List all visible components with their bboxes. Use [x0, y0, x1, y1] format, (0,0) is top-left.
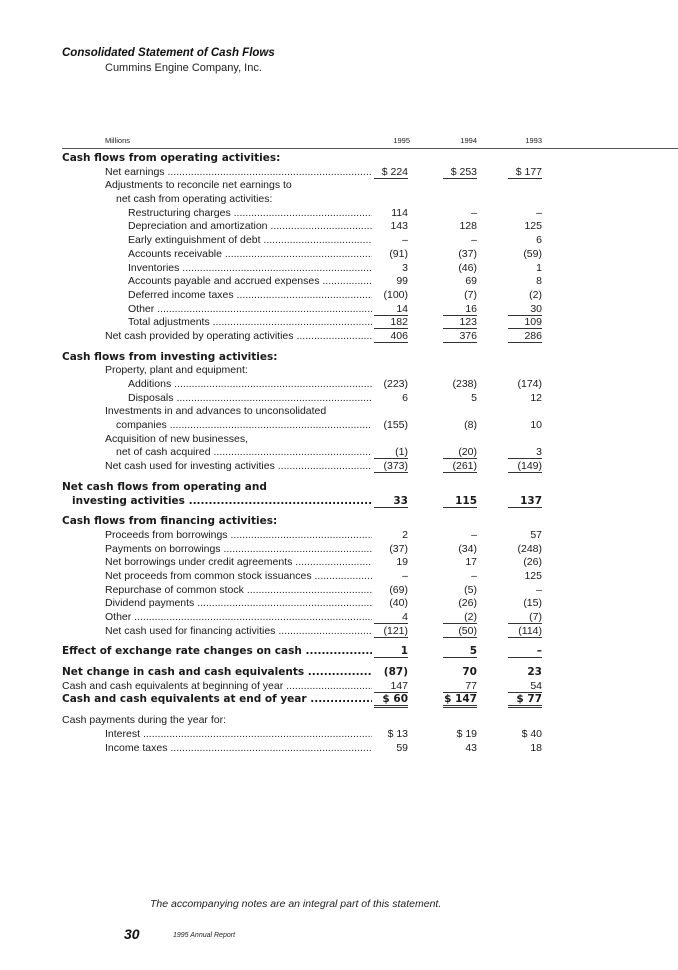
row-label: Net cash flows from operating and	[62, 480, 267, 493]
cell-1994: 70	[462, 666, 477, 679]
section-row	[0, 495, 678, 509]
row-label: investing activities .....	[72, 495, 372, 509]
cell-1995: 114	[391, 206, 408, 219]
cell-1993: 3	[508, 446, 542, 459]
row-spacer	[0, 707, 678, 714]
row-label: Income taxes .....	[105, 742, 372, 756]
table-row	[0, 714, 678, 728]
cell-1995: (373)	[374, 460, 408, 473]
row-label: Net change in cash and cash equivalents .....	[62, 666, 372, 680]
row-label: Cash flows from investing activities:	[62, 350, 278, 363]
table-row	[0, 419, 678, 433]
row-label: net of cash acquired .....	[116, 446, 372, 460]
row-label: Inventories .....	[128, 262, 372, 276]
cell-1995: (40)	[389, 597, 408, 610]
cell-1995: 59	[396, 741, 408, 754]
table-row	[0, 405, 678, 419]
row-label: Acquisition of new businesses,	[105, 432, 248, 445]
row-label: Investments in and advances to unconsolidated	[105, 405, 327, 418]
row-label: Interest .....	[105, 728, 372, 742]
row-spacer	[0, 344, 678, 351]
cell-1993: 137	[508, 495, 542, 508]
section-row	[0, 666, 678, 680]
row-label: Net cash used for investing activities .....	[105, 460, 372, 474]
cell-1995: (91)	[389, 247, 408, 260]
cell-1993: 8	[536, 275, 542, 288]
cell-1993: $ 77	[508, 693, 542, 708]
table-row	[0, 570, 678, 584]
footnote: The accompanying notes are an integral part of this statement.	[150, 898, 442, 910]
cell-1993: (26)	[523, 556, 542, 569]
cell-1994: (50)	[443, 625, 477, 638]
table-row	[0, 207, 678, 221]
page-number: 30	[124, 926, 140, 942]
cell-1994: (26)	[458, 597, 477, 610]
cell-1993: $ 40	[521, 727, 542, 740]
row-label: Cash and cash equivalents at beginning of year .....	[62, 680, 372, 694]
year-header-1995: 1995	[393, 136, 410, 145]
section-row	[0, 152, 678, 166]
cell-1994: (2)	[443, 611, 477, 624]
cell-1993: 286	[508, 330, 542, 343]
cell-1994: (34)	[458, 542, 477, 555]
row-spacer	[0, 659, 678, 666]
row-label: Accounts receivable .....	[128, 248, 372, 262]
cell-1995: $ 60	[374, 693, 408, 708]
cell-1993: (114)	[508, 625, 542, 638]
cell-1993: (174)	[517, 378, 542, 390]
cell-1993: –	[508, 645, 542, 658]
row-label: companies .....	[116, 419, 372, 433]
cell-1993: 30	[508, 303, 542, 316]
cell-1994: 5	[471, 391, 477, 404]
table-row	[0, 378, 678, 392]
row-label: Cash payments during the year for:	[62, 714, 227, 727]
header-rule	[62, 148, 678, 149]
table-row	[0, 446, 678, 460]
row-label: Restructuring charges .....	[128, 207, 372, 221]
table-row	[0, 303, 678, 317]
cell-1994: 43	[465, 741, 477, 754]
cell-1994: 123	[443, 316, 477, 329]
table-row	[0, 611, 678, 625]
page-label: 1995 Annual Report	[173, 932, 236, 939]
cell-1994: 376	[443, 330, 477, 343]
section-row	[0, 645, 678, 659]
row-label: Depreciation and amortization .....	[128, 220, 372, 234]
cell-1995: 33	[374, 495, 408, 508]
cell-1993: 125	[524, 569, 542, 582]
cell-1994: 17	[465, 556, 477, 569]
table-row	[0, 625, 678, 639]
cell-1994: –	[471, 528, 477, 541]
row-label: Other .....	[105, 611, 372, 625]
cell-1994: $ 253	[443, 166, 477, 179]
cell-1994: (238)	[452, 378, 477, 390]
table-row	[0, 460, 678, 474]
cell-1994: (20)	[443, 446, 477, 459]
cell-1994: –	[471, 569, 477, 582]
row-spacer	[0, 638, 678, 645]
cell-1994: 69	[465, 275, 477, 288]
cell-1995: 3	[402, 261, 408, 274]
cell-1995: 99	[396, 275, 408, 288]
table-row	[0, 193, 678, 207]
cell-1995: 14	[374, 303, 408, 316]
table-row	[0, 364, 678, 378]
table-row	[0, 556, 678, 570]
cell-1993: 109	[508, 316, 542, 329]
cell-1994: –	[471, 206, 477, 219]
cell-1994: (37)	[458, 247, 477, 260]
section-row	[0, 351, 678, 365]
cell-1995: (100)	[383, 288, 408, 301]
cell-1995: 406	[374, 330, 408, 343]
row-label: Net cash provided by operating activities .....	[105, 330, 372, 344]
row-label: Net cash used for financing activities .....	[105, 625, 372, 639]
cell-1995: 19	[396, 556, 408, 569]
table-row	[0, 680, 678, 694]
row-label: Total adjustments .....	[128, 316, 372, 330]
cell-1993: –	[536, 206, 542, 219]
cell-1995: 182	[374, 316, 408, 329]
cell-1995: (69)	[389, 583, 408, 596]
table-row	[0, 433, 678, 447]
cell-1993: 1	[536, 261, 542, 274]
cell-1994: 115	[443, 495, 477, 508]
section-row	[0, 693, 678, 707]
cell-1995: (121)	[374, 625, 408, 638]
cell-1994: (261)	[443, 460, 477, 473]
table-row	[0, 584, 678, 598]
cell-1994: 128	[459, 220, 477, 233]
row-label: Repurchase of common stock .....	[105, 584, 372, 598]
cell-1995: $ 13	[387, 727, 408, 740]
year-header-1994: 1994	[460, 136, 477, 145]
cell-1995: 147	[374, 680, 408, 693]
table-row	[0, 392, 678, 406]
year-header-1993: 1993	[525, 136, 542, 145]
row-label: Additions .....	[128, 378, 372, 392]
table-row	[0, 262, 678, 276]
cell-1995: (37)	[389, 542, 408, 555]
cell-1995: 4	[374, 611, 408, 624]
cell-1995: –	[402, 234, 408, 247]
cell-1993: 23	[527, 666, 542, 679]
cell-1995: 2	[402, 528, 408, 541]
table-row	[0, 529, 678, 543]
table-row	[0, 166, 678, 180]
cash-flow-table	[0, 152, 678, 755]
row-label: Cash and cash equivalents at end of year .....	[62, 693, 372, 707]
row-label: Property, plant and equipment:	[105, 364, 248, 377]
table-row	[0, 316, 678, 330]
cell-1995: $ 224	[374, 166, 408, 179]
company-name: Cummins Engine Company, Inc.	[105, 62, 262, 74]
cell-1993: –	[536, 583, 542, 596]
row-label: Net borrowings under credit agreements .....	[105, 556, 372, 570]
table-row	[0, 742, 678, 756]
cell-1993: (59)	[523, 247, 542, 260]
cell-1993: 54	[508, 680, 542, 693]
cell-1994: (46)	[458, 261, 477, 274]
table-row	[0, 248, 678, 262]
cell-1994: $ 19	[456, 727, 477, 740]
cell-1994: $ 147	[443, 693, 477, 708]
row-label: Effect of exchange rate changes on cash .....	[62, 645, 372, 659]
row-label: Net earnings .....	[105, 166, 372, 180]
cell-1993: (7)	[508, 611, 542, 624]
row-label: Cash flows from financing activities:	[62, 515, 278, 528]
table-row	[0, 330, 678, 344]
cell-1995: (155)	[383, 419, 408, 432]
units-label: Millions	[105, 136, 131, 145]
table-row	[0, 179, 678, 193]
row-label: Net proceeds from common stock issuances .....	[105, 570, 372, 584]
cell-1993: 12	[530, 391, 542, 404]
cell-1994: 77	[443, 680, 477, 693]
cell-1995: (223)	[383, 378, 408, 390]
row-label: Payments on borrowings .....	[105, 543, 372, 557]
cell-1993: (2)	[529, 288, 542, 301]
cell-1995: 143	[390, 220, 408, 233]
row-spacer	[0, 508, 678, 515]
cell-1993: (15)	[523, 597, 542, 610]
cell-1995: (87)	[383, 666, 408, 679]
row-label: net cash from operating activities:	[116, 193, 273, 206]
cell-1994: (5)	[464, 583, 477, 596]
cell-1993: (149)	[508, 460, 542, 473]
table-row	[0, 289, 678, 303]
row-label: Deferred income taxes .....	[128, 289, 372, 303]
cell-1993: 6	[536, 234, 542, 247]
cell-1993: 125	[524, 220, 542, 233]
section-row	[0, 481, 678, 495]
cell-1995: 1	[374, 645, 408, 658]
cell-1993: 57	[530, 528, 542, 541]
cell-1994: (7)	[464, 288, 477, 301]
cell-1993: (248)	[517, 542, 542, 555]
row-label: Disposals .....	[128, 392, 372, 406]
cell-1993: 10	[530, 419, 542, 432]
cell-1993: $ 177	[508, 166, 542, 179]
row-label: Adjustments to reconcile net earnings to	[105, 179, 292, 192]
cell-1994: 5	[443, 645, 477, 658]
cell-1994: 16	[443, 303, 477, 316]
row-label: Early extinguishment of debt .....	[128, 234, 372, 248]
row-label: Other .....	[128, 303, 372, 317]
table-row	[0, 234, 678, 248]
cell-1995: –	[402, 569, 408, 582]
cell-1995: 6	[402, 391, 408, 404]
table-row	[0, 220, 678, 234]
cell-1995: (1)	[374, 446, 408, 459]
row-label: Proceeds from borrowings .....	[105, 529, 372, 543]
row-label: Cash flows from operating activities:	[62, 152, 281, 164]
cell-1994: –	[471, 234, 477, 247]
table-row	[0, 597, 678, 611]
cell-1994: (8)	[464, 419, 477, 432]
section-row	[0, 515, 678, 529]
table-row	[0, 275, 678, 289]
table-row	[0, 728, 678, 742]
row-label: Dividend payments .....	[105, 597, 372, 611]
statement-title: Consolidated Statement of Cash Flows	[62, 47, 275, 59]
table-row	[0, 543, 678, 557]
row-spacer	[0, 474, 678, 481]
row-label: Accounts payable and accrued expenses .....	[128, 275, 372, 289]
cell-1993: 18	[530, 741, 542, 754]
